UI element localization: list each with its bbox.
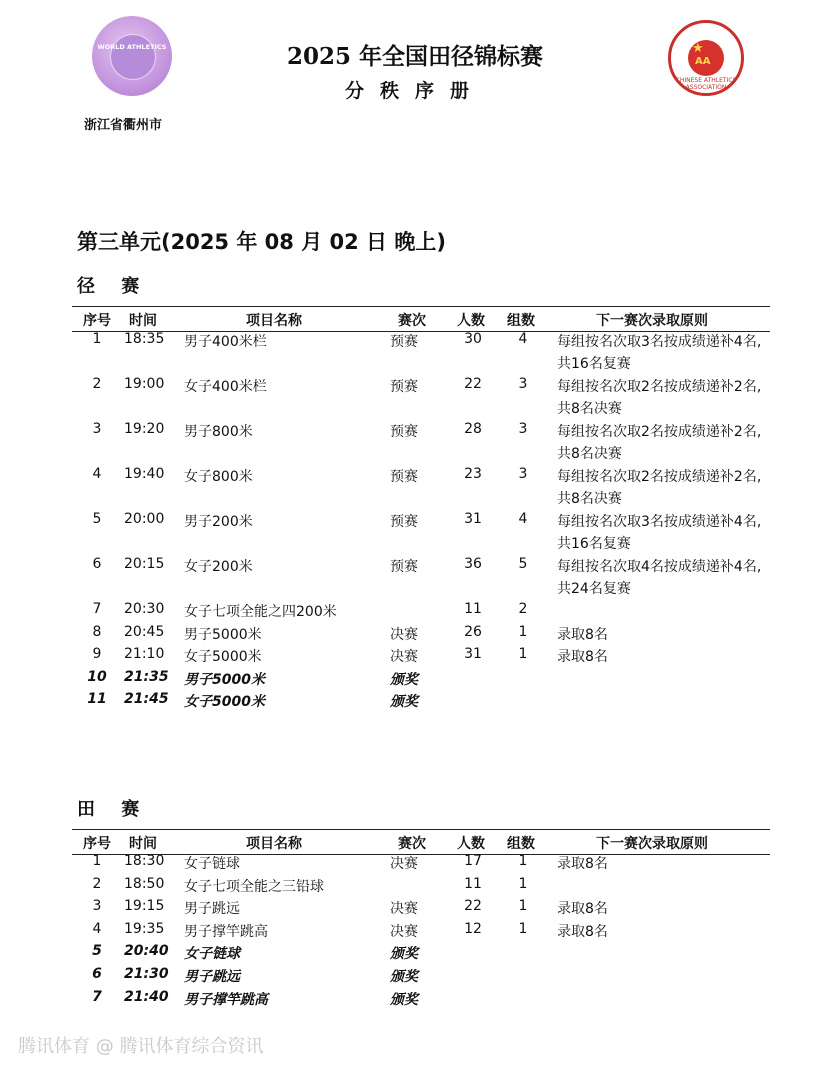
group-count: 4 (518, 511, 528, 527)
athlete-count: 17 (464, 853, 482, 869)
event-round: 预赛 (390, 424, 418, 440)
table-row (72, 921, 770, 944)
row-time: 19:20 (124, 421, 165, 437)
row-number: 5 (92, 511, 102, 527)
row-time: 21:30 (124, 966, 169, 982)
advance-rule: 每组按名次取2名按成绩递补2名,共8名决赛 (557, 424, 762, 462)
row-number: 7 (92, 988, 102, 1005)
advance-rule: 录取8名 (557, 923, 608, 940)
table-row (72, 376, 770, 421)
row-number: 7 (92, 601, 102, 617)
row-time: 20:00 (124, 511, 165, 527)
row-time: 19:35 (124, 920, 165, 937)
event-name: 男子跳远 (184, 969, 240, 985)
star-icon: ★ (692, 41, 704, 56)
logo-text: WORLD ATHLETICS (97, 43, 167, 51)
event-round: 决赛 (390, 856, 418, 872)
group-count: 3 (518, 466, 528, 482)
col-num: 人数 (457, 313, 485, 329)
row-time: 21:40 (124, 988, 169, 1005)
field-table-header (72, 829, 770, 855)
athlete-count: 22 (464, 376, 482, 392)
col-name: 项目名称 (246, 313, 302, 329)
event-round: 预赛 (390, 469, 418, 485)
event-name: 女子200米 (184, 559, 253, 575)
table-row (72, 853, 770, 876)
event-name: 女子400米栏 (184, 379, 267, 395)
event-name: 男子撑竿跳高 (184, 923, 268, 940)
advance-rule: 每组按名次取3名按成绩递补4名,共16名复赛 (557, 514, 762, 552)
event-round: 预赛 (390, 334, 418, 350)
caa-logo (668, 20, 744, 96)
athlete-count: 12 (464, 920, 482, 937)
athlete-count: 31 (464, 511, 482, 527)
advance-rule: 每组按名次取2名按成绩递补2名,共8名决赛 (557, 469, 762, 507)
row-number: 2 (92, 376, 102, 392)
table-row (72, 943, 770, 966)
col-rule: 下一赛次录取原则 (596, 313, 708, 329)
col-no: 序号 (83, 313, 111, 329)
table-row (72, 989, 770, 1012)
event-name: 女子七项全能之三铅球 (184, 878, 324, 895)
col-num: 人数 (457, 836, 485, 852)
table-row (72, 511, 770, 556)
row-time: 21:45 (124, 691, 169, 708)
row-time: 19:15 (124, 898, 165, 915)
col-round: 赛次 (398, 836, 426, 852)
athlete-count: 31 (464, 646, 482, 663)
col-groups: 组数 (507, 836, 535, 852)
row-number: 4 (92, 920, 102, 937)
row-number: 5 (92, 943, 102, 960)
row-number: 1 (92, 853, 102, 869)
row-time: 20:15 (124, 556, 165, 572)
row-time: 19:40 (124, 466, 165, 482)
col-name: 项目名称 (246, 836, 302, 852)
col-round: 赛次 (398, 313, 426, 329)
row-time: 18:30 (124, 853, 165, 869)
group-count: 4 (518, 331, 528, 347)
table-row (72, 691, 770, 714)
table-row (72, 898, 770, 921)
athlete-count: 23 (464, 466, 482, 482)
group-count: 1 (518, 920, 528, 937)
session-title: 第三单元(2025 年 08 月 02 日 晚上) (77, 230, 446, 254)
group-count: 1 (518, 623, 528, 640)
event-round: 预赛 (390, 379, 418, 395)
row-time: 18:35 (124, 331, 165, 347)
event-round: 预赛 (390, 559, 418, 575)
event-round: 颁奖 (390, 671, 418, 688)
event-round: 预赛 (390, 514, 418, 530)
table-row (72, 624, 770, 647)
event-round: 决赛 (390, 901, 418, 918)
advance-rule: 录取8名 (557, 649, 608, 666)
field-heading: 田 赛 (77, 799, 150, 820)
event-round: 颁奖 (390, 694, 418, 711)
event-round: 决赛 (390, 649, 418, 666)
row-time: 21:10 (124, 646, 165, 663)
row-number: 11 (87, 691, 107, 708)
row-number: 8 (92, 623, 102, 640)
group-count: 1 (518, 898, 528, 915)
event-name: 男子5000米 (184, 626, 262, 643)
row-number: 3 (92, 898, 102, 915)
col-no: 序号 (83, 836, 111, 852)
advance-rule: 录取8名 (557, 626, 608, 643)
group-count: 1 (518, 875, 528, 892)
table-row (72, 331, 770, 376)
athlete-count: 22 (464, 898, 482, 915)
row-time: 18:50 (124, 875, 165, 892)
table-row (72, 966, 770, 989)
event-name: 男子撑竿跳高 (184, 991, 268, 1008)
table-row (72, 669, 770, 692)
track-heading: 径 赛 (77, 276, 150, 297)
row-number: 2 (92, 875, 102, 892)
group-count: 5 (518, 556, 528, 572)
row-time: 20:40 (124, 943, 169, 960)
advance-rule: 录取8名 (557, 856, 608, 872)
watermark: 腾讯体育 @ 腾讯体育综合资讯 (18, 1036, 264, 1057)
event-name: 女子七项全能之四200米 (184, 604, 337, 620)
table-row (72, 466, 770, 511)
group-count: 3 (518, 376, 528, 392)
logo-core (688, 40, 724, 76)
event-name: 女子链球 (184, 856, 240, 872)
athlete-count: 36 (464, 556, 482, 572)
row-time: 19:00 (124, 376, 165, 392)
table-row (72, 421, 770, 466)
event-round: 决赛 (390, 923, 418, 940)
event-name: 女子5000米 (184, 649, 262, 666)
event-name: 女子5000米 (184, 694, 265, 711)
page-subtitle: 分秩序册 (344, 80, 485, 102)
row-number: 6 (92, 966, 102, 982)
event-name: 男子800米 (184, 424, 253, 440)
row-number: 3 (92, 421, 102, 437)
event-name: 男子400米栏 (184, 334, 267, 350)
row-time: 21:35 (124, 668, 169, 685)
advance-rule: 录取8名 (557, 901, 608, 918)
col-groups: 组数 (507, 313, 535, 329)
group-count: 2 (518, 601, 528, 617)
table-row (72, 601, 770, 624)
col-time: 时间 (129, 836, 157, 852)
event-name: 男子跳远 (184, 901, 240, 918)
group-count: 3 (518, 421, 528, 437)
event-name: 女子800米 (184, 469, 253, 485)
advance-rule: 每组按名次取3名按成绩递补4名,共16名复赛 (557, 334, 762, 372)
row-number: 10 (87, 668, 107, 685)
group-count: 1 (518, 853, 528, 869)
athlete-count: 11 (464, 875, 482, 892)
table-row (72, 556, 770, 601)
event-round: 颁奖 (390, 991, 418, 1008)
advance-rule: 每组按名次取2名按成绩递补2名,共8名决赛 (557, 379, 762, 417)
event-name: 男子200米 (184, 514, 253, 530)
advance-rule: 每组按名次取4名按成绩递补4名,共24名复赛 (557, 559, 762, 597)
row-number: 9 (92, 646, 102, 663)
page-title: 2025 年全国田径锦标赛 (286, 43, 544, 70)
athlete-count: 26 (464, 623, 482, 640)
row-number: 1 (92, 331, 102, 347)
event-round: 决赛 (390, 626, 418, 643)
athlete-count: 11 (464, 601, 482, 617)
host-city: 浙江省衢州市 (84, 118, 163, 133)
event-name: 男子5000米 (184, 671, 265, 688)
row-time: 20:30 (124, 601, 165, 617)
row-number: 6 (92, 556, 102, 572)
col-rule: 下一赛次录取原则 (596, 836, 708, 852)
group-count: 1 (518, 646, 528, 663)
row-time: 20:45 (124, 623, 165, 640)
event-round: 颁奖 (390, 969, 418, 985)
runner-icon: AA (695, 56, 711, 67)
event-name: 女子链球 (184, 946, 240, 963)
track-table-header (72, 306, 770, 332)
event-round: 颁奖 (390, 946, 418, 963)
athlete-count: 28 (464, 421, 482, 437)
athlete-count: 30 (464, 331, 482, 347)
row-number: 4 (92, 466, 102, 482)
logo-text: CHINESE ATHLETICS ASSOCIATION (675, 77, 737, 91)
col-time: 时间 (129, 313, 157, 329)
table-row (72, 646, 770, 669)
table-row (72, 876, 770, 899)
